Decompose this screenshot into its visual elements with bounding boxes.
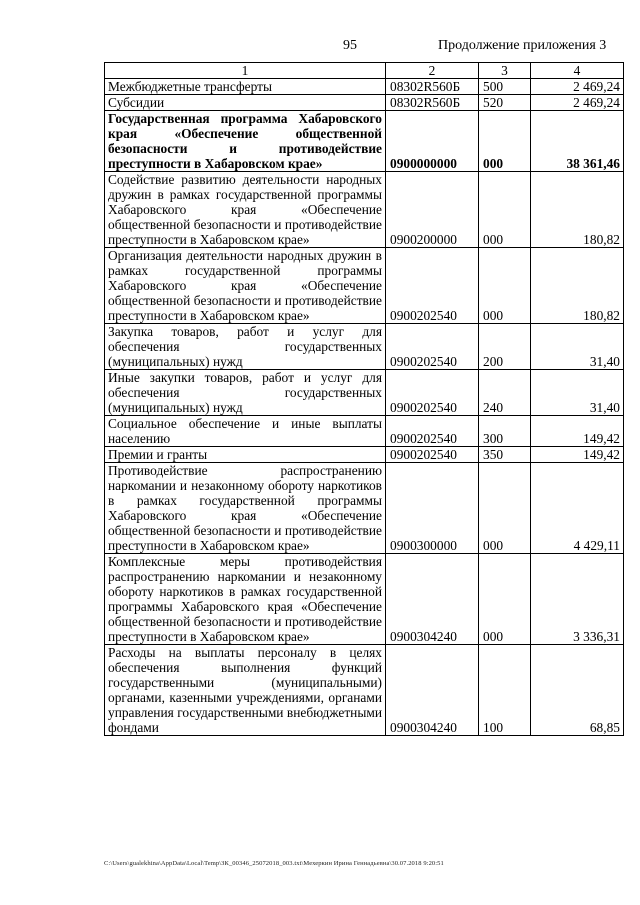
column-number-row: [105, 63, 624, 79]
row-name-cell: Комплексные меры противодействия распространению наркомании и незаконному обороту наркотиков в рамках государственной программы Хабаровского края «Обеспечение общественной безопасности и противодействие преступности в Хабаровском крае»: [105, 554, 386, 645]
row-vr-cell: 000: [479, 248, 531, 324]
row-sum-cell: 31,40: [531, 324, 624, 370]
row-vr-cell: 000: [479, 172, 531, 248]
row-sum-cell: 38 361,46: [531, 111, 624, 172]
row-vr-cell: 000: [479, 554, 531, 645]
row-vr-cell: 000: [479, 111, 531, 172]
table-row: [105, 416, 624, 447]
row-code-cell: 08302R560Б: [386, 79, 479, 95]
row-sum-cell: 180,82: [531, 248, 624, 324]
row-code-cell: 0900202540: [386, 324, 479, 370]
column-header: 2: [386, 63, 479, 79]
row-name-cell: Противодействие распространению наркомании и незаконному обороту наркотиков в рамках государственной программы Хабаровского края «Обеспечение общественной безопасности и противодействие преступности в Хабаровском крае»: [105, 463, 386, 554]
row-vr-cell: 000: [479, 463, 531, 554]
table-row: [105, 248, 624, 324]
row-sum-cell: 180,82: [531, 172, 624, 248]
row-code-cell: 0900200000: [386, 172, 479, 248]
table-row: [105, 447, 624, 463]
row-code-cell: 0900304240: [386, 554, 479, 645]
row-code-cell: 0900202540: [386, 447, 479, 463]
row-vr-cell: 520: [479, 95, 531, 111]
row-sum-cell: 3 336,31: [531, 554, 624, 645]
row-name-cell: Государственная программа Хабаровского края «Обеспечение общественной безопасности и противодействие преступности в Хабаровском крае»: [105, 111, 386, 172]
row-sum-cell: 2 469,24: [531, 79, 624, 95]
row-code-cell: 08302R560Б: [386, 95, 479, 111]
column-header: 3: [479, 63, 531, 79]
file-path-footer: C:\Users\gualekhina\AppData\Local\Temp\ЗК_00346_25072018_003.txt\Мехеркин Ирина Геннадьевна\30.07.2018 9:20:51: [104, 860, 444, 867]
row-name-cell: Социальное обеспечение и иные выплаты населению: [105, 416, 386, 447]
row-vr-cell: 240: [479, 370, 531, 416]
row-name-cell: Содействие развитию деятельности народных дружин в рамках государственной программы Хабаровского края «Обеспечение общественной безопасности и противодействие преступности в Хабаровском крае»: [105, 172, 386, 248]
row-name-cell: Премии и гранты: [105, 447, 386, 463]
table-row: [105, 554, 624, 645]
continuation-label: Продолжение приложения 3: [438, 38, 607, 53]
row-name-cell: Иные закупки товаров, работ и услуг для обеспечения государственных (муниципальных) нужд: [105, 370, 386, 416]
row-code-cell: 0900202540: [386, 370, 479, 416]
table-body: [105, 63, 624, 736]
row-sum-cell: 68,85: [531, 645, 624, 736]
row-code-cell: 0900202540: [386, 248, 479, 324]
row-code-cell: 0900300000: [386, 463, 479, 554]
row-sum-cell: 2 469,24: [531, 95, 624, 111]
row-vr-cell: 300: [479, 416, 531, 447]
row-name-cell: Межбюджетные трансферты: [105, 79, 386, 95]
column-header: 1: [105, 63, 386, 79]
row-name-cell: Расходы на выплаты персоналу в целях обеспечения выполнения функций государственными (муниципальными) органами, казенными учреждениями, органами управления государственными внебюджетными фондами: [105, 645, 386, 736]
row-name-cell: Закупка товаров, работ и услуг для обеспечения государственных (муниципальных) нужд: [105, 324, 386, 370]
row-vr-cell: 200: [479, 324, 531, 370]
table-row: [105, 463, 624, 554]
row-name-cell: Субсидии: [105, 95, 386, 111]
page-number: 95: [343, 38, 357, 53]
table-row: [105, 79, 624, 95]
row-code-cell: 0900304240: [386, 645, 479, 736]
table-row: [105, 645, 624, 736]
row-vr-cell: 350: [479, 447, 531, 463]
budget-table: [104, 62, 624, 736]
column-header: 4: [531, 63, 624, 79]
row-sum-cell: 31,40: [531, 370, 624, 416]
row-sum-cell: 4 429,11: [531, 463, 624, 554]
row-vr-cell: 100: [479, 645, 531, 736]
row-name-cell: Организация деятельности народных дружин в рамках государственной программы Хабаровского края «Обеспечение общественной безопасности и противодействие преступности в Хабаровском крае»: [105, 248, 386, 324]
table-row: [105, 370, 624, 416]
table-row: [105, 95, 624, 111]
row-code-cell: 0900202540: [386, 416, 479, 447]
table-row: [105, 111, 624, 172]
row-vr-cell: 500: [479, 79, 531, 95]
table-row: [105, 324, 624, 370]
row-code-cell: 0900000000: [386, 111, 479, 172]
row-sum-cell: 149,42: [531, 416, 624, 447]
table-row: [105, 172, 624, 248]
row-sum-cell: 149,42: [531, 447, 624, 463]
